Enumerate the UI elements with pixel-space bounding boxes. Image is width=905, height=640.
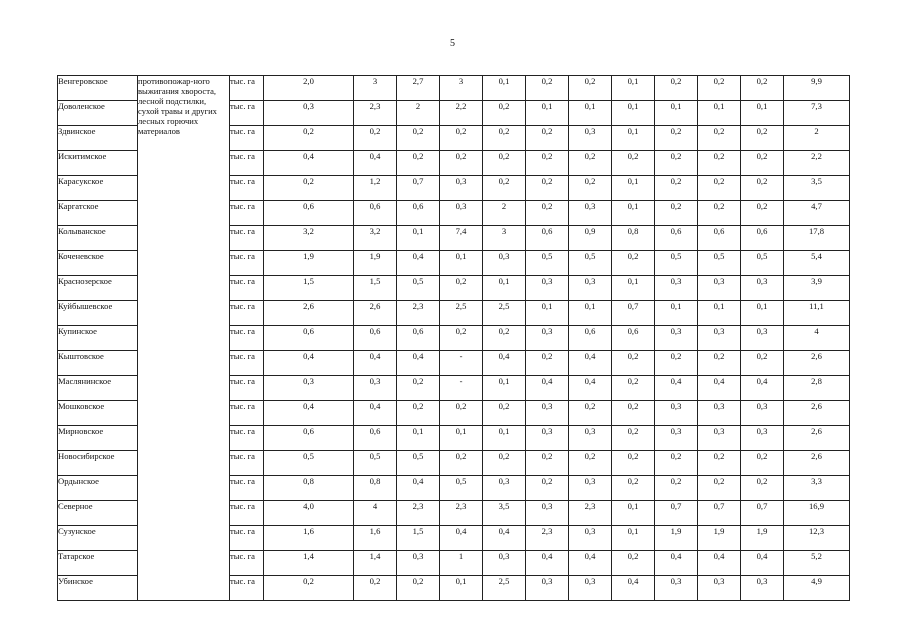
value-cell: 0,1 bbox=[612, 526, 655, 551]
value-cell: 0,2 bbox=[698, 201, 741, 226]
total-cell: 2,6 bbox=[784, 426, 850, 451]
unit-label: тыс. га bbox=[230, 551, 264, 576]
value-cell: 0,2 bbox=[526, 201, 569, 226]
value-cell: 0,2 bbox=[612, 476, 655, 501]
value-cell: 2,5 bbox=[483, 301, 526, 326]
total-cell: 7,3 bbox=[784, 101, 850, 126]
value-cell: 0,7 bbox=[655, 501, 698, 526]
table-body bbox=[58, 76, 850, 601]
value-cell: 0,2 bbox=[569, 451, 612, 476]
total-cell: 4 bbox=[784, 326, 850, 351]
value-cell: 0,3 bbox=[569, 126, 612, 151]
value-cell: 2 bbox=[483, 201, 526, 226]
value-cell: 3,5 bbox=[483, 501, 526, 526]
total-cell: 2,6 bbox=[784, 401, 850, 426]
value-cell: 0,3 bbox=[698, 426, 741, 451]
value-cell: 0,4 bbox=[655, 551, 698, 576]
value-cell: 0,2 bbox=[612, 551, 655, 576]
value-cell: 0,3 bbox=[569, 476, 612, 501]
value-cell: 0,6 bbox=[655, 226, 698, 251]
total-cell: 12,3 bbox=[784, 526, 850, 551]
value-cell: 0,6 bbox=[612, 326, 655, 351]
value-cell: 0,2 bbox=[698, 351, 741, 376]
value-cell: 0,2 bbox=[612, 376, 655, 401]
district-name: Здвинское bbox=[58, 126, 138, 151]
district-name: Мирновское bbox=[58, 426, 138, 451]
district-name: Татарское bbox=[58, 551, 138, 576]
unit-label: тыс. га bbox=[230, 301, 264, 326]
value-cell: 0,3 bbox=[741, 276, 784, 301]
value-cell: 2,7 bbox=[397, 76, 440, 101]
district-name: Венгеровское bbox=[58, 76, 138, 101]
district-name: Маслянинское bbox=[58, 376, 138, 401]
value-cell: 1,9 bbox=[741, 526, 784, 551]
district-name: Новосибирское bbox=[58, 451, 138, 476]
value-cell: 0,1 bbox=[483, 426, 526, 451]
district-name: Кыштовское bbox=[58, 351, 138, 376]
value-cell: 0,1 bbox=[612, 501, 655, 526]
value-cell: 0,4 bbox=[569, 351, 612, 376]
value-cell: 0,2 bbox=[483, 101, 526, 126]
value-cell: 0,9 bbox=[569, 226, 612, 251]
value-cell: 1,6 bbox=[264, 526, 354, 551]
value-cell: 0,1 bbox=[612, 101, 655, 126]
unit-label: тыс. га bbox=[230, 476, 264, 501]
value-cell: 0,4 bbox=[264, 351, 354, 376]
unit-label: тыс. га bbox=[230, 351, 264, 376]
value-cell: 0,2 bbox=[354, 576, 397, 601]
value-cell: 0,4 bbox=[526, 376, 569, 401]
value-cell: 0,2 bbox=[569, 401, 612, 426]
value-cell: 0,2 bbox=[612, 251, 655, 276]
value-cell: 0,2 bbox=[741, 476, 784, 501]
value-cell: 2,0 bbox=[264, 76, 354, 101]
value-cell: 0,3 bbox=[483, 551, 526, 576]
value-cell: 0,2 bbox=[655, 176, 698, 201]
value-cell: - bbox=[440, 376, 483, 401]
total-cell: 16,9 bbox=[784, 501, 850, 526]
value-cell: 3 bbox=[440, 76, 483, 101]
value-cell: 0,4 bbox=[397, 251, 440, 276]
value-cell: 0,4 bbox=[397, 351, 440, 376]
value-cell: 0,5 bbox=[397, 276, 440, 301]
value-cell: 2,5 bbox=[483, 576, 526, 601]
unit-label: тыс. га bbox=[230, 326, 264, 351]
value-cell: 0,6 bbox=[354, 326, 397, 351]
unit-label: тыс. га bbox=[230, 251, 264, 276]
value-cell: 0,2 bbox=[741, 201, 784, 226]
value-cell: 0,5 bbox=[698, 251, 741, 276]
total-cell: 17,8 bbox=[784, 226, 850, 251]
value-cell: 0,3 bbox=[698, 326, 741, 351]
total-cell: 2,8 bbox=[784, 376, 850, 401]
value-cell: 0,4 bbox=[741, 376, 784, 401]
value-cell: 0,2 bbox=[655, 451, 698, 476]
value-cell: 0,4 bbox=[741, 551, 784, 576]
district-name: Карасукское bbox=[58, 176, 138, 201]
value-cell: 0,3 bbox=[264, 101, 354, 126]
value-cell: 1,9 bbox=[354, 251, 397, 276]
fire-measures-table bbox=[57, 75, 850, 601]
value-cell: 0,2 bbox=[612, 351, 655, 376]
total-cell: 2,6 bbox=[784, 351, 850, 376]
value-cell: 0,2 bbox=[655, 201, 698, 226]
value-cell: 0,4 bbox=[698, 376, 741, 401]
value-cell: 0,3 bbox=[526, 576, 569, 601]
unit-label: тыс. га bbox=[230, 576, 264, 601]
value-cell: 0,1 bbox=[741, 101, 784, 126]
value-cell: 0,2 bbox=[397, 576, 440, 601]
value-cell: 1 bbox=[440, 551, 483, 576]
value-cell: 0,1 bbox=[612, 126, 655, 151]
value-cell: 0,6 bbox=[397, 326, 440, 351]
value-cell: 0,3 bbox=[569, 526, 612, 551]
value-cell: 0,4 bbox=[655, 376, 698, 401]
value-cell: 0,1 bbox=[569, 301, 612, 326]
total-cell: 2,6 bbox=[784, 451, 850, 476]
value-cell: 0,3 bbox=[397, 551, 440, 576]
value-cell: 0,3 bbox=[741, 326, 784, 351]
value-cell: 0,2 bbox=[655, 151, 698, 176]
value-cell: 0,2 bbox=[698, 76, 741, 101]
value-cell: 0,2 bbox=[655, 351, 698, 376]
value-cell: 0,3 bbox=[483, 251, 526, 276]
value-cell: 0,2 bbox=[741, 351, 784, 376]
value-cell: 0,1 bbox=[612, 276, 655, 301]
total-cell: 11,1 bbox=[784, 301, 850, 326]
value-cell: 0,4 bbox=[483, 526, 526, 551]
value-cell: 0,1 bbox=[483, 376, 526, 401]
value-cell: 4 bbox=[354, 501, 397, 526]
value-cell: 0,2 bbox=[483, 126, 526, 151]
value-cell: 0,6 bbox=[354, 201, 397, 226]
value-cell: 0,2 bbox=[397, 151, 440, 176]
unit-label: тыс. га bbox=[230, 151, 264, 176]
unit-label: тыс. га bbox=[230, 276, 264, 301]
value-cell: 0,4 bbox=[483, 351, 526, 376]
value-cell: 0,7 bbox=[698, 501, 741, 526]
value-cell: 0,6 bbox=[397, 201, 440, 226]
total-cell: 3,9 bbox=[784, 276, 850, 301]
value-cell: 0,3 bbox=[655, 276, 698, 301]
value-cell: 0,5 bbox=[397, 451, 440, 476]
total-cell: 4,7 bbox=[784, 201, 850, 226]
value-cell: 1,6 bbox=[354, 526, 397, 551]
value-cell: 0,7 bbox=[397, 176, 440, 201]
value-cell: 0,1 bbox=[483, 276, 526, 301]
value-cell: 0,2 bbox=[698, 126, 741, 151]
unit-label: тыс. га bbox=[230, 126, 264, 151]
total-cell: 3,5 bbox=[784, 176, 850, 201]
value-cell: 0,3 bbox=[655, 326, 698, 351]
total-cell: 5,4 bbox=[784, 251, 850, 276]
district-name: Искитимское bbox=[58, 151, 138, 176]
value-cell: 0,3 bbox=[526, 276, 569, 301]
value-cell: 2,3 bbox=[397, 301, 440, 326]
value-cell: 0,2 bbox=[526, 476, 569, 501]
unit-label: тыс. га bbox=[230, 101, 264, 126]
value-cell: 0,1 bbox=[397, 426, 440, 451]
value-cell: 2,3 bbox=[440, 501, 483, 526]
value-cell: 0,4 bbox=[264, 401, 354, 426]
district-name: Купинское bbox=[58, 326, 138, 351]
unit-label: тыс. га bbox=[230, 226, 264, 251]
value-cell: 0,2 bbox=[483, 176, 526, 201]
value-cell: 0,5 bbox=[526, 251, 569, 276]
value-cell: 0,3 bbox=[569, 576, 612, 601]
unit-label: тыс. га bbox=[230, 526, 264, 551]
value-cell: 0,3 bbox=[655, 576, 698, 601]
district-name: Мошковское bbox=[58, 401, 138, 426]
value-cell: 0,2 bbox=[440, 401, 483, 426]
value-cell: 0,2 bbox=[440, 126, 483, 151]
district-name: Доволенское bbox=[58, 101, 138, 126]
value-cell: 0,2 bbox=[569, 76, 612, 101]
value-cell: 0,2 bbox=[569, 176, 612, 201]
value-cell: 2,3 bbox=[526, 526, 569, 551]
value-cell: 1,9 bbox=[655, 526, 698, 551]
value-cell: 0,3 bbox=[655, 401, 698, 426]
value-cell: 0,4 bbox=[354, 351, 397, 376]
value-cell: 0,3 bbox=[655, 426, 698, 451]
value-cell: 0,2 bbox=[483, 151, 526, 176]
district-name: Краснозерское bbox=[58, 276, 138, 301]
value-cell: 0,3 bbox=[440, 176, 483, 201]
value-cell: 0,4 bbox=[354, 401, 397, 426]
value-cell: 2,3 bbox=[569, 501, 612, 526]
value-cell: 2,3 bbox=[354, 101, 397, 126]
value-cell: 0,2 bbox=[526, 76, 569, 101]
value-cell: 0,2 bbox=[483, 401, 526, 426]
value-cell: 0,2 bbox=[655, 126, 698, 151]
value-cell: 0,3 bbox=[526, 501, 569, 526]
value-cell: 0,2 bbox=[741, 126, 784, 151]
value-cell: 0,1 bbox=[483, 76, 526, 101]
value-cell: 0,2 bbox=[440, 276, 483, 301]
value-cell: 1,9 bbox=[264, 251, 354, 276]
unit-label: тыс. га bbox=[230, 201, 264, 226]
value-cell: 0,1 bbox=[698, 101, 741, 126]
value-cell: 0,3 bbox=[264, 376, 354, 401]
value-cell: 0,1 bbox=[612, 201, 655, 226]
value-cell: 2,2 bbox=[440, 101, 483, 126]
total-cell: 9,9 bbox=[784, 76, 850, 101]
value-cell: 0,3 bbox=[698, 576, 741, 601]
value-cell: 2,5 bbox=[440, 301, 483, 326]
total-cell: 4,9 bbox=[784, 576, 850, 601]
value-cell: 0,2 bbox=[655, 476, 698, 501]
value-cell: 0,2 bbox=[483, 326, 526, 351]
value-cell: 0,7 bbox=[612, 301, 655, 326]
value-cell: 0,2 bbox=[526, 176, 569, 201]
value-cell: 0,2 bbox=[741, 151, 784, 176]
value-cell: 0,2 bbox=[741, 176, 784, 201]
value-cell: 0,6 bbox=[741, 226, 784, 251]
value-cell: 0,8 bbox=[264, 476, 354, 501]
district-name: Ордынское bbox=[58, 476, 138, 501]
value-cell: 0,2 bbox=[526, 126, 569, 151]
value-cell: 0,2 bbox=[698, 151, 741, 176]
value-cell: 0,1 bbox=[655, 101, 698, 126]
measure-description: противопожар-ного выжигания хвороста, лесной подстилки, сухой травы и других лесных горючих материалов bbox=[138, 76, 230, 601]
value-cell: 0,1 bbox=[698, 301, 741, 326]
value-cell: 0,1 bbox=[440, 251, 483, 276]
value-cell: 0,1 bbox=[655, 301, 698, 326]
value-cell: 0,6 bbox=[569, 326, 612, 351]
value-cell: 0,2 bbox=[741, 76, 784, 101]
value-cell: 0,2 bbox=[612, 451, 655, 476]
district-name: Убинское bbox=[58, 576, 138, 601]
value-cell: 0,4 bbox=[354, 151, 397, 176]
value-cell: 0,1 bbox=[440, 426, 483, 451]
value-cell: 4,0 bbox=[264, 501, 354, 526]
district-name: Каргатское bbox=[58, 201, 138, 226]
value-cell: 0,2 bbox=[698, 176, 741, 201]
value-cell: 0,5 bbox=[264, 451, 354, 476]
value-cell: 0,4 bbox=[698, 551, 741, 576]
value-cell: 2 bbox=[397, 101, 440, 126]
unit-label: тыс. га bbox=[230, 426, 264, 451]
value-cell: 0,1 bbox=[569, 101, 612, 126]
value-cell: 0,5 bbox=[354, 451, 397, 476]
value-cell: 3 bbox=[483, 226, 526, 251]
value-cell: 0,6 bbox=[264, 426, 354, 451]
value-cell: 0,2 bbox=[526, 151, 569, 176]
value-cell: 0,7 bbox=[741, 501, 784, 526]
value-cell: 0,3 bbox=[483, 476, 526, 501]
value-cell: 0,3 bbox=[526, 401, 569, 426]
value-cell: 0,2 bbox=[354, 126, 397, 151]
value-cell: 0,2 bbox=[569, 151, 612, 176]
value-cell: 1,5 bbox=[354, 276, 397, 301]
value-cell: 0,4 bbox=[264, 151, 354, 176]
value-cell: 0,6 bbox=[354, 426, 397, 451]
value-cell: 0,2 bbox=[264, 126, 354, 151]
value-cell: 0,3 bbox=[354, 376, 397, 401]
value-cell: 0,1 bbox=[741, 301, 784, 326]
value-cell: 0,5 bbox=[741, 251, 784, 276]
value-cell: 0,2 bbox=[655, 76, 698, 101]
value-cell: 0,1 bbox=[612, 176, 655, 201]
unit-label: тыс. га bbox=[230, 76, 264, 101]
value-cell: 0,3 bbox=[526, 426, 569, 451]
value-cell: 0,2 bbox=[397, 126, 440, 151]
value-cell: 0,3 bbox=[698, 276, 741, 301]
value-cell: 1,5 bbox=[397, 526, 440, 551]
value-cell: 0,5 bbox=[440, 476, 483, 501]
value-cell: 2,3 bbox=[397, 501, 440, 526]
value-cell: 0,4 bbox=[569, 551, 612, 576]
value-cell: 7,4 bbox=[440, 226, 483, 251]
value-cell: 0,4 bbox=[569, 376, 612, 401]
value-cell: 0,3 bbox=[698, 401, 741, 426]
total-cell: 2 bbox=[784, 126, 850, 151]
value-cell: 0,4 bbox=[397, 476, 440, 501]
value-cell: 0,3 bbox=[569, 201, 612, 226]
value-cell: 0,2 bbox=[698, 451, 741, 476]
value-cell: 0,8 bbox=[354, 476, 397, 501]
value-cell: 0,1 bbox=[526, 301, 569, 326]
value-cell: 1,4 bbox=[264, 551, 354, 576]
value-cell: 1,5 bbox=[264, 276, 354, 301]
district-name: Колыванское bbox=[58, 226, 138, 251]
value-cell: 0,2 bbox=[264, 576, 354, 601]
value-cell: 0,1 bbox=[397, 226, 440, 251]
value-cell: 0,2 bbox=[483, 451, 526, 476]
district-name: Куйбышевское bbox=[58, 301, 138, 326]
value-cell: 2,6 bbox=[354, 301, 397, 326]
value-cell: 0,2 bbox=[264, 176, 354, 201]
value-cell: 0,3 bbox=[741, 576, 784, 601]
value-cell: 0,4 bbox=[612, 576, 655, 601]
value-cell: 0,2 bbox=[698, 476, 741, 501]
value-cell: 1,2 bbox=[354, 176, 397, 201]
value-cell: 3,2 bbox=[264, 226, 354, 251]
value-cell: 0,6 bbox=[264, 326, 354, 351]
table-row bbox=[58, 76, 850, 101]
unit-label: тыс. га bbox=[230, 451, 264, 476]
unit-label: тыс. га bbox=[230, 501, 264, 526]
value-cell: 0,8 bbox=[612, 226, 655, 251]
value-cell: 0,2 bbox=[741, 451, 784, 476]
district-name: Северное bbox=[58, 501, 138, 526]
value-cell: 0,6 bbox=[264, 201, 354, 226]
value-cell: 0,2 bbox=[440, 451, 483, 476]
value-cell: 0,2 bbox=[526, 351, 569, 376]
unit-label: тыс. га bbox=[230, 401, 264, 426]
value-cell: 1,4 bbox=[354, 551, 397, 576]
value-cell: 0,2 bbox=[440, 151, 483, 176]
value-cell: 0,2 bbox=[440, 326, 483, 351]
value-cell: 0,6 bbox=[698, 226, 741, 251]
value-cell: 0,3 bbox=[440, 201, 483, 226]
page-number: 5 bbox=[450, 38, 455, 49]
value-cell: 0,2 bbox=[397, 376, 440, 401]
value-cell: 0,2 bbox=[612, 401, 655, 426]
value-cell: - bbox=[440, 351, 483, 376]
value-cell: 0,5 bbox=[569, 251, 612, 276]
value-cell: 1,9 bbox=[698, 526, 741, 551]
value-cell: 0,3 bbox=[741, 401, 784, 426]
value-cell: 0,1 bbox=[440, 576, 483, 601]
value-cell: 0,2 bbox=[526, 451, 569, 476]
value-cell: 0,3 bbox=[741, 426, 784, 451]
value-cell: 0,2 bbox=[397, 401, 440, 426]
value-cell: 0,6 bbox=[526, 226, 569, 251]
value-cell: 3,2 bbox=[354, 226, 397, 251]
value-cell: 0,2 bbox=[612, 151, 655, 176]
value-cell: 0,3 bbox=[569, 276, 612, 301]
district-name: Коченевское bbox=[58, 251, 138, 276]
total-cell: 5,2 bbox=[784, 551, 850, 576]
value-cell: 0,1 bbox=[612, 76, 655, 101]
value-cell: 0,4 bbox=[526, 551, 569, 576]
total-cell: 3,3 bbox=[784, 476, 850, 501]
value-cell: 0,5 bbox=[655, 251, 698, 276]
total-cell: 2,2 bbox=[784, 151, 850, 176]
value-cell: 0,2 bbox=[612, 426, 655, 451]
value-cell: 3 bbox=[354, 76, 397, 101]
district-name: Сузунское bbox=[58, 526, 138, 551]
unit-label: тыс. га bbox=[230, 176, 264, 201]
value-cell: 0,1 bbox=[526, 101, 569, 126]
value-cell: 2,6 bbox=[264, 301, 354, 326]
value-cell: 0,3 bbox=[569, 426, 612, 451]
unit-label: тыс. га bbox=[230, 376, 264, 401]
value-cell: 0,3 bbox=[526, 326, 569, 351]
value-cell: 0,4 bbox=[440, 526, 483, 551]
